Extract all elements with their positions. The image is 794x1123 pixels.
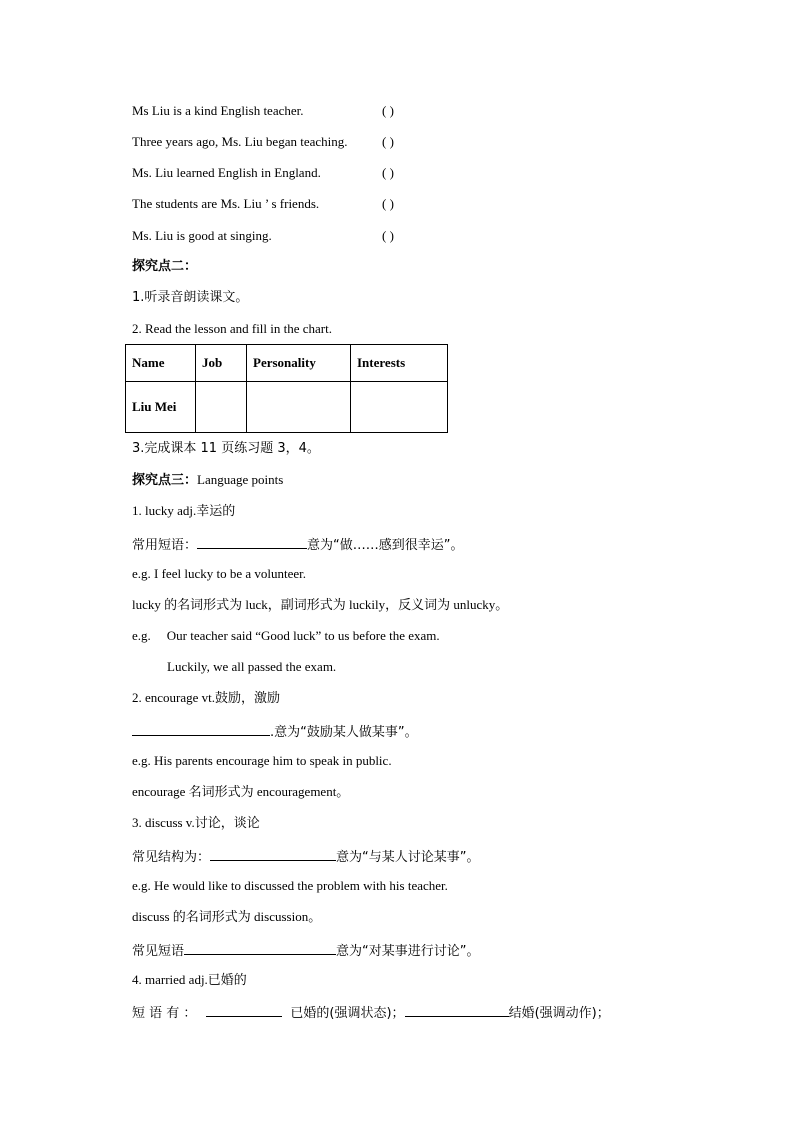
point-lucky-forms: lucky 的名词形式为 luck，副词形式为 luckily，反义词为 unlucky。 — [132, 597, 509, 612]
chart-cell-name: Liu Mei — [126, 382, 196, 433]
answer-blank[interactable] — [405, 1003, 509, 1017]
point-lucky-phrase — [132, 535, 464, 554]
section-heading-3 — [132, 472, 283, 489]
tf-statement: Three years ago, Ms. Liu began teaching. — [132, 134, 348, 149]
phrase-prefix: 常见结构为： — [132, 850, 211, 865]
chart-header-interests: Interests — [351, 345, 448, 382]
example-sentence: Our teacher said “Good luck” to us before the exam. — [166, 628, 440, 643]
chart-cell-interests[interactable] — [351, 382, 448, 433]
point-discuss-example: e.g. He would like to discussed the problem with his teacher. — [132, 878, 448, 893]
phrase-suffix: .意为“鼓励某人做某事”。 — [270, 725, 418, 740]
phrase-prefix: 常见短语 — [132, 944, 185, 959]
phrase-prefix: 常用短语： — [132, 538, 198, 553]
tf-answer-blank[interactable]: ( ) — [382, 165, 394, 180]
point-married-title: 4. married adj.已婚的 — [132, 972, 247, 987]
point-discuss-title: 3. discuss v.讨论，谈论 — [132, 815, 260, 830]
tf-answer-blank[interactable]: ( ) — [382, 228, 394, 243]
chart-header-name: Name — [126, 345, 196, 382]
phrase-suffix: 意为“与某人讨论某事”。 — [336, 850, 480, 865]
instruction-2: 2. Read the lesson and fill in the chart. — [132, 321, 333, 336]
point-lucky-example: e.g. I feel lucky to be a volunteer. — [132, 566, 306, 581]
instruction-1: 1.听录音朗读课文。 — [132, 290, 249, 305]
phrase-mid: 已婚的(强调状态)； — [290, 1006, 405, 1021]
phrase-suffix: 结婚(强调动作)； — [508, 1006, 610, 1021]
point-encourage-title: 2. encourage vt.鼓励，激励 — [132, 690, 281, 705]
answer-blank[interactable] — [184, 941, 336, 955]
answer-blank[interactable] — [206, 1003, 282, 1017]
tf-answer-blank[interactable]: ( ) — [382, 196, 394, 211]
answer-blank[interactable] — [132, 722, 270, 736]
answer-blank[interactable] — [210, 847, 336, 861]
instruction-3: 3.完成课本 11 页练习题 3，4。 — [132, 441, 320, 456]
chart-header-job: Job — [196, 345, 247, 382]
tf-statement: Ms. Liu learned English in England. — [132, 165, 321, 180]
point-lucky-title: 1. lucky adj.幸运的 — [132, 503, 236, 518]
chart-cell-job[interactable] — [196, 382, 247, 433]
point-discuss-structure — [132, 847, 480, 866]
chart-header-personality: Personality — [247, 345, 351, 382]
example-label: e.g. — [132, 628, 151, 643]
tf-answer-blank[interactable]: ( ) — [382, 103, 394, 118]
tf-statement: Ms. Liu is good at singing. — [132, 228, 272, 243]
point-discuss-phrase — [132, 941, 480, 960]
phrase-suffix: 意为“做……感到很幸运”。 — [307, 538, 464, 553]
phrase-suffix: 意为“对某事进行讨论”。 — [336, 944, 480, 959]
section-heading: 探究点二： — [132, 259, 198, 274]
tf-statement: Ms Liu is a kind English teacher. — [132, 103, 304, 118]
phrase-prefix: 短 语 有 ： — [132, 1006, 197, 1021]
point-lucky-example-2 — [132, 628, 440, 644]
point-encourage-example: e.g. His parents encourage him to speak in public. — [132, 753, 392, 768]
section-subtitle: Language points — [197, 472, 284, 487]
point-lucky-example-3: Luckily, we all passed the exam. — [167, 659, 337, 674]
point-encourage-phrase — [132, 722, 418, 741]
section-heading-label: 探究点三： — [132, 473, 198, 488]
fill-in-chart — [125, 344, 448, 433]
point-married-phrases — [132, 1003, 610, 1022]
tf-statement: The students are Ms. Liu ’ s friends. — [132, 196, 320, 211]
point-encourage-noun: encourage 名词形式为 encouragement。 — [132, 784, 350, 799]
answer-blank[interactable] — [197, 535, 307, 549]
point-discuss-noun: discuss 的名词形式为 discussion。 — [132, 909, 322, 924]
tf-answer-blank[interactable]: ( ) — [382, 134, 394, 149]
chart-cell-personality[interactable] — [247, 382, 351, 433]
